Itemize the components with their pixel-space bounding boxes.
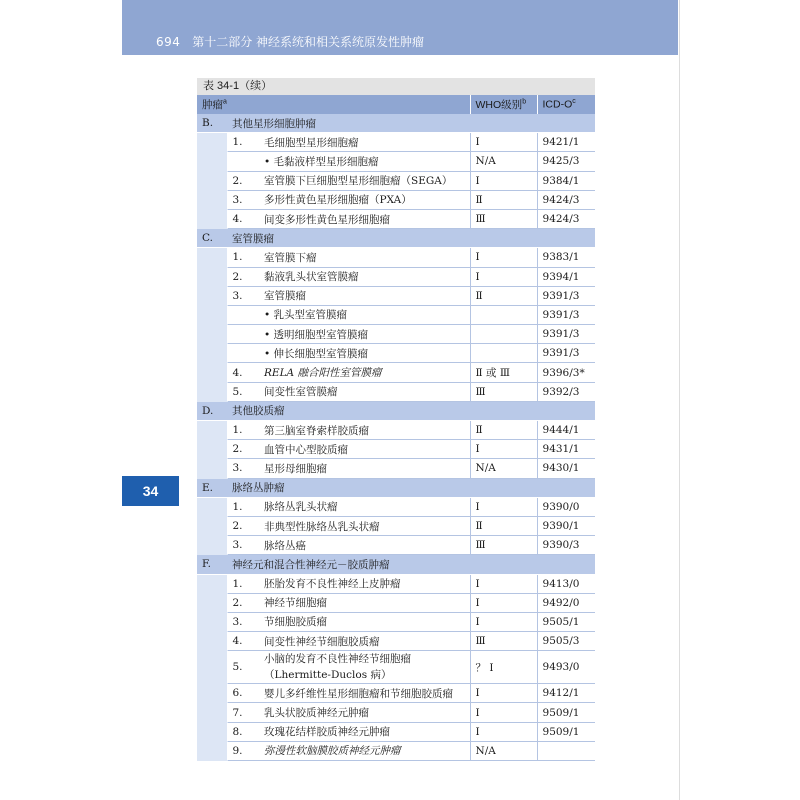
tumor-table xyxy=(197,95,595,761)
row-number: 3. xyxy=(227,190,259,209)
row-number: 9. xyxy=(227,741,259,760)
row-number: 2. xyxy=(227,267,259,286)
who-grade: Ⅰ xyxy=(470,612,537,631)
row-number: 2. xyxy=(227,440,259,459)
tumor-name: 第三脑室脊索样胶质瘤 xyxy=(259,421,470,440)
row-number: 2. xyxy=(227,593,259,612)
icd-code: 9505/3 xyxy=(537,632,595,651)
icd-code: 9391/3 xyxy=(537,286,595,305)
table-row xyxy=(197,286,595,305)
row-number: 1. xyxy=(227,497,259,516)
group-title: 室管膜瘤 xyxy=(227,229,595,248)
group-letter: C. xyxy=(197,229,227,248)
icd-code xyxy=(537,741,595,760)
indent-cell xyxy=(197,593,227,612)
who-grade: Ⅰ xyxy=(470,703,537,722)
table-row xyxy=(197,152,595,171)
icd-code: 9390/3 xyxy=(537,536,595,555)
icd-code: 9384/1 xyxy=(537,171,595,190)
row-number: 2. xyxy=(227,516,259,535)
icd-code: 9396/3* xyxy=(537,363,595,382)
page-edge-line xyxy=(679,0,680,800)
who-grade: Ⅰ xyxy=(470,593,537,612)
icd-code: 9425/3 xyxy=(537,152,595,171)
who-grade: N/A xyxy=(470,459,537,478)
tumor-name xyxy=(259,651,470,684)
icd-code: 9394/1 xyxy=(537,267,595,286)
who-grade xyxy=(470,305,537,324)
icd-code: 9430/1 xyxy=(537,459,595,478)
tumor-name: • 毛黏液样型星形细胞瘤 xyxy=(259,152,470,171)
tumor-name: 间变性室管膜瘤 xyxy=(259,382,470,401)
who-grade: Ⅰ xyxy=(470,440,537,459)
tumor-name-line1: 小脑的发育不良性神经节细胞瘤 xyxy=(264,653,411,666)
table-caption: 表 34-1（续） xyxy=(197,78,595,95)
row-number: 5. xyxy=(227,382,259,401)
who-grade: Ⅱ xyxy=(470,190,537,209)
row-number xyxy=(227,344,259,363)
tumor-name: • 透明细胞型室管膜瘤 xyxy=(259,325,470,344)
icd-code: 9509/1 xyxy=(537,722,595,741)
who-grade: Ⅲ xyxy=(470,209,537,228)
indent-cell xyxy=(197,516,227,535)
indent-cell xyxy=(197,190,227,209)
table-row xyxy=(197,593,595,612)
indent-cell xyxy=(197,497,227,516)
row-number xyxy=(227,152,259,171)
group-title: 其他星形细胞肿瘤 xyxy=(227,114,595,133)
row-number: 1. xyxy=(227,248,259,267)
indent-cell xyxy=(197,651,227,684)
who-grade xyxy=(470,325,537,344)
group-title: 神经元和混合性神经元－胶质肿瘤 xyxy=(227,555,595,574)
tumor-name: 室管膜下巨细胞型星形细胞瘤（SEGA） xyxy=(259,171,470,190)
tumor-name: 多形性黄色星形细胞瘤（PXA） xyxy=(259,190,470,209)
indent-cell xyxy=(197,382,227,401)
table-row xyxy=(197,267,595,286)
tumor-name: 神经节细胞瘤 xyxy=(259,593,470,612)
table-row xyxy=(197,632,595,651)
who-grade: Ⅰ xyxy=(470,248,537,267)
icd-code: 9424/3 xyxy=(537,209,595,228)
row-number: 8. xyxy=(227,722,259,741)
row-number: 1. xyxy=(227,133,259,152)
table-row xyxy=(197,536,595,555)
who-grade: Ⅱ xyxy=(470,516,537,535)
group-row xyxy=(197,114,595,133)
indent-cell xyxy=(197,209,227,228)
group-letter: B. xyxy=(197,114,227,133)
group-row xyxy=(197,229,595,248)
table-row xyxy=(197,171,595,190)
group-letter: E. xyxy=(197,478,227,497)
who-grade: Ⅰ xyxy=(470,722,537,741)
who-grade: ？ Ⅰ xyxy=(470,651,537,684)
indent-cell xyxy=(197,741,227,760)
who-grade: Ⅰ xyxy=(470,574,537,593)
page-number: 694 xyxy=(156,35,181,49)
icd-code: 9505/1 xyxy=(537,612,595,631)
who-grade: Ⅱ xyxy=(470,421,537,440)
icd-code: 9492/0 xyxy=(537,593,595,612)
indent-cell xyxy=(197,344,227,363)
tumor-name: 间变性神经节细胞胶质瘤 xyxy=(259,632,470,651)
row-number: 2. xyxy=(227,171,259,190)
section-title: 第十二部分 神经系统和相关系统原发性肿瘤 xyxy=(192,35,425,49)
indent-cell xyxy=(197,459,227,478)
table-row xyxy=(197,516,595,535)
table-row xyxy=(197,612,595,631)
icd-code: 9391/3 xyxy=(537,305,595,324)
who-grade: Ⅱ xyxy=(470,286,537,305)
icd-code: 9383/1 xyxy=(537,248,595,267)
tumor-name-line2: （Lhermitte-Duclos 病） xyxy=(264,669,392,682)
icd-code: 9431/1 xyxy=(537,440,595,459)
indent-cell xyxy=(197,133,227,152)
row-number: 7. xyxy=(227,703,259,722)
tumor-name: 黏液乳头状室管膜瘤 xyxy=(259,267,470,286)
table-row xyxy=(197,325,595,344)
indent-cell xyxy=(197,632,227,651)
who-grade: Ⅰ xyxy=(470,267,537,286)
row-number xyxy=(227,305,259,324)
table-row xyxy=(197,133,595,152)
tumor-name: 间变多形性黄色星形细胞瘤 xyxy=(259,209,470,228)
tumor-name: 血管中心型胶质瘤 xyxy=(259,440,470,459)
indent-cell xyxy=(197,684,227,703)
table-row xyxy=(197,305,595,324)
who-grade: Ⅰ xyxy=(470,133,537,152)
table-row xyxy=(197,382,595,401)
table-row xyxy=(197,574,595,593)
group-row xyxy=(197,401,595,420)
col-header-icd: ICD-$O^c$ xyxy=(537,95,595,114)
page-header xyxy=(122,0,678,55)
row-number: 3. xyxy=(227,459,259,478)
chapter-tab: 34 xyxy=(122,476,179,506)
table-header-row xyxy=(197,95,595,114)
indent-cell xyxy=(197,421,227,440)
tumor-name: 室管膜下瘤 xyxy=(259,248,470,267)
row-number: 5. xyxy=(227,651,259,684)
icd-code: 9424/3 xyxy=(537,190,595,209)
icd-code: 9390/1 xyxy=(537,516,595,535)
who-grade: Ⅲ xyxy=(470,382,537,401)
table-row xyxy=(197,190,595,209)
indent-cell xyxy=(197,152,227,171)
tumor-name: 乳头状胶质神经元肿瘤 xyxy=(259,703,470,722)
indent-cell xyxy=(197,574,227,593)
icd-code: 9392/3 xyxy=(537,382,595,401)
who-grade: Ⅲ xyxy=(470,632,537,651)
tumor-name: • 伸长细胞型室管膜瘤 xyxy=(259,344,470,363)
group-row xyxy=(197,555,595,574)
group-title: 其他胶质瘤 xyxy=(227,401,595,420)
indent-cell xyxy=(197,171,227,190)
icd-code: 9509/1 xyxy=(537,703,595,722)
who-grade: Ⅰ xyxy=(470,497,537,516)
table-row xyxy=(197,248,595,267)
icd-code: 9413/0 xyxy=(537,574,595,593)
tumor-name: 星形母细胞瘤 xyxy=(259,459,470,478)
tumor-name: 脉络丛癌 xyxy=(259,536,470,555)
icd-code: 9391/3 xyxy=(537,325,595,344)
indent-cell xyxy=(197,267,227,286)
table-body xyxy=(197,95,595,761)
table-row xyxy=(197,440,595,459)
indent-cell xyxy=(197,536,227,555)
tumor-name: 胚胎发育不良性神经上皮肿瘤 xyxy=(259,574,470,593)
table-row xyxy=(197,421,595,440)
indent-cell xyxy=(197,612,227,631)
row-number: 1. xyxy=(227,574,259,593)
icd-code: 9390/0 xyxy=(537,497,595,516)
icd-code: 9412/1 xyxy=(537,684,595,703)
who-grade: Ⅲ xyxy=(470,536,537,555)
indent-cell xyxy=(197,286,227,305)
table-row xyxy=(197,651,595,684)
table-row xyxy=(197,344,595,363)
indent-cell xyxy=(197,440,227,459)
table-row xyxy=(197,703,595,722)
icd-code: 9421/1 xyxy=(537,133,595,152)
table-row xyxy=(197,722,595,741)
row-number: 6. xyxy=(227,684,259,703)
col-header-who: WHO级别$^b$ xyxy=(470,95,537,114)
who-grade: Ⅰ xyxy=(470,171,537,190)
who-grade: N/A xyxy=(470,741,537,760)
table-row xyxy=(197,497,595,516)
group-title: 脉络丛肿瘤 xyxy=(227,478,595,497)
indent-cell xyxy=(197,325,227,344)
tumor-name: • 乳头型室管膜瘤 xyxy=(259,305,470,324)
col-header-tumor: 肿瘤$^a$ xyxy=(197,95,470,114)
indent-cell xyxy=(197,703,227,722)
tumor-name: 节细胞胶质瘤 xyxy=(259,612,470,631)
row-number: 4. xyxy=(227,632,259,651)
table-row xyxy=(197,363,595,382)
indent-cell xyxy=(197,305,227,324)
tumor-name: RELA 融合阳性室管膜瘤 xyxy=(259,363,470,382)
tumor-name: 玫瑰花结样胶质神经元肿瘤 xyxy=(259,722,470,741)
row-number: 3. xyxy=(227,536,259,555)
icd-code: 9493/0 xyxy=(537,651,595,684)
tumor-name: 弥漫性软脑膜胶质神经元肿瘤 xyxy=(259,741,470,760)
who-grade: N/A xyxy=(470,152,537,171)
row-number: 1. xyxy=(227,421,259,440)
tumor-name: 脉络丛乳头状瘤 xyxy=(259,497,470,516)
tumor-name: 毛细胞型星形细胞瘤 xyxy=(259,133,470,152)
row-number: 4. xyxy=(227,209,259,228)
row-number: 3. xyxy=(227,612,259,631)
tumor-name: 室管膜瘤 xyxy=(259,286,470,305)
indent-cell xyxy=(197,248,227,267)
table-row xyxy=(197,684,595,703)
tumor-name: 婴儿多纤维性星形细胞瘤和节细胞胶质瘤 xyxy=(259,684,470,703)
who-grade: Ⅱ 或 Ⅲ xyxy=(470,363,537,382)
indent-cell xyxy=(197,722,227,741)
table-row xyxy=(197,459,595,478)
table-row xyxy=(197,209,595,228)
row-number: 4. xyxy=(227,363,259,382)
who-grade: Ⅰ xyxy=(470,684,537,703)
who-grade xyxy=(470,344,537,363)
group-letter: D. xyxy=(197,401,227,420)
icd-code: 9391/3 xyxy=(537,344,595,363)
header-text xyxy=(156,33,424,50)
table-row xyxy=(197,741,595,760)
indent-cell xyxy=(197,363,227,382)
group-letter: F. xyxy=(197,555,227,574)
icd-code: 9444/1 xyxy=(537,421,595,440)
row-number: 3. xyxy=(227,286,259,305)
row-number xyxy=(227,325,259,344)
tumor-name: 非典型性脉络丛乳头状瘤 xyxy=(259,516,470,535)
group-row xyxy=(197,478,595,497)
